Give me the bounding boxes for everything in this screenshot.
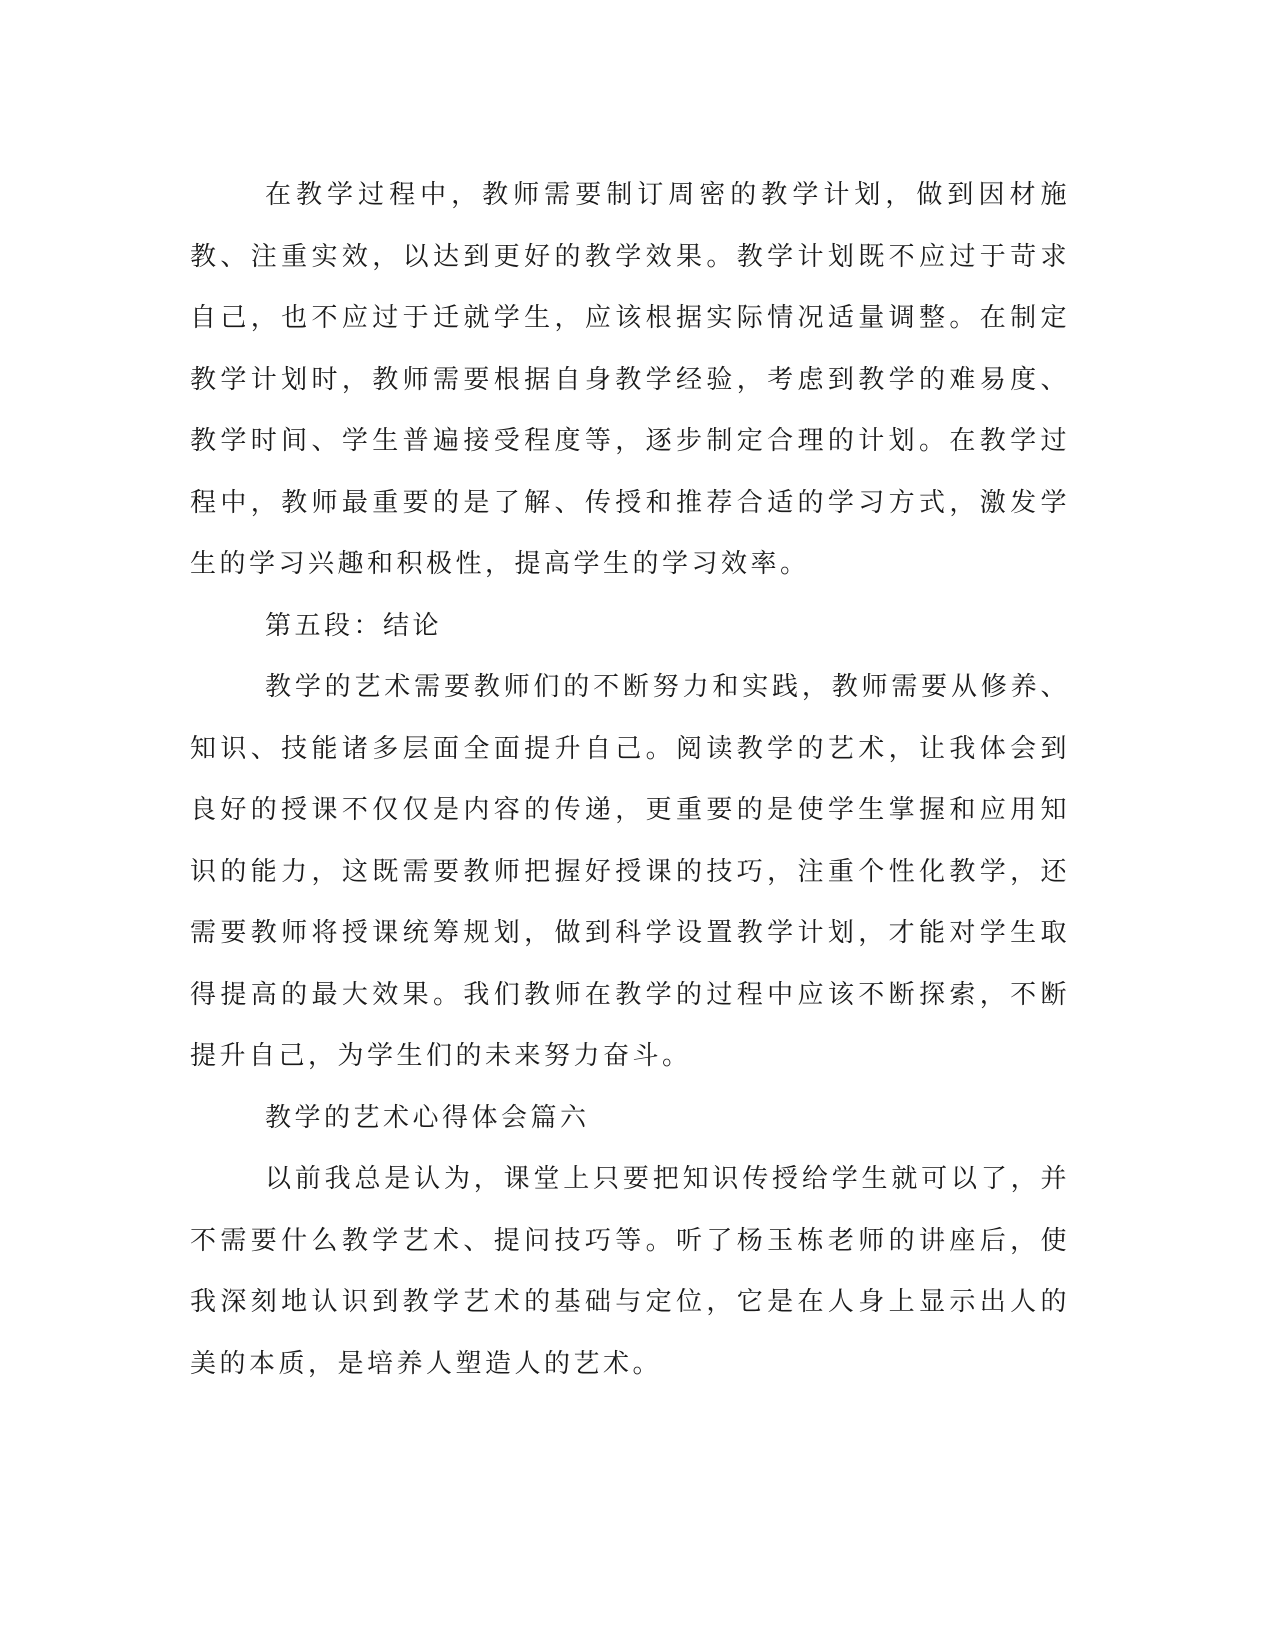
document-body: [190, 165, 1070, 1395]
paragraph-part-six: 以前我总是认为，课堂上只要把知识传授给学生就可以了，并不需要什么教学艺术、提问技巧等。听了杨玉栋老师的讲座后，使我深刻地认识到教学艺术的基础与定位，它是在人身上显示出人的美的本质，是培养人塑造人的艺术。: [190, 1164, 1070, 1379]
section-heading-conclusion: 第五段：结论: [265, 610, 443, 641]
paragraph-conclusion: 教学的艺术需要教师们的不断努力和实践，教师需要从修养、知识、技能诸多层面全面提升自己。阅读教学的艺术，让我体会到良好的授课不仅仅是内容的传递，更重要的是使学生掌握和应用知识的能力，这既需要教师把握好授课的技巧，注重个性化教学，还需要教师将授课统筹规划，做到科学设置教学计划，才能对学生取得提高的最大效果。我们教师在教学的过程中应该不断探索，不断提升自己，为学生们的未来努力奋斗。: [190, 672, 1070, 1071]
section-heading-part-six: 教学的艺术心得体会篇六: [265, 1102, 590, 1133]
paragraph-teaching-plan: 在教学过程中，教师需要制订周密的教学计划，做到因材施教、注重实效，以达到更好的教学效果。教学计划既不应过于苛求自己，也不应过于迁就学生，应该根据实际情况适量调整。在制定教学计划时，教师需要根据自身教学经验，考虑到教学的难易度、教学时间、学生普遍接受程度等，逐步制定合理的计划。在教学过程中，教师最重要的是了解、传授和推荐合适的学习方式，激发学生的学习兴趣和积极性，提高学生的学习效率。: [190, 180, 1070, 579]
